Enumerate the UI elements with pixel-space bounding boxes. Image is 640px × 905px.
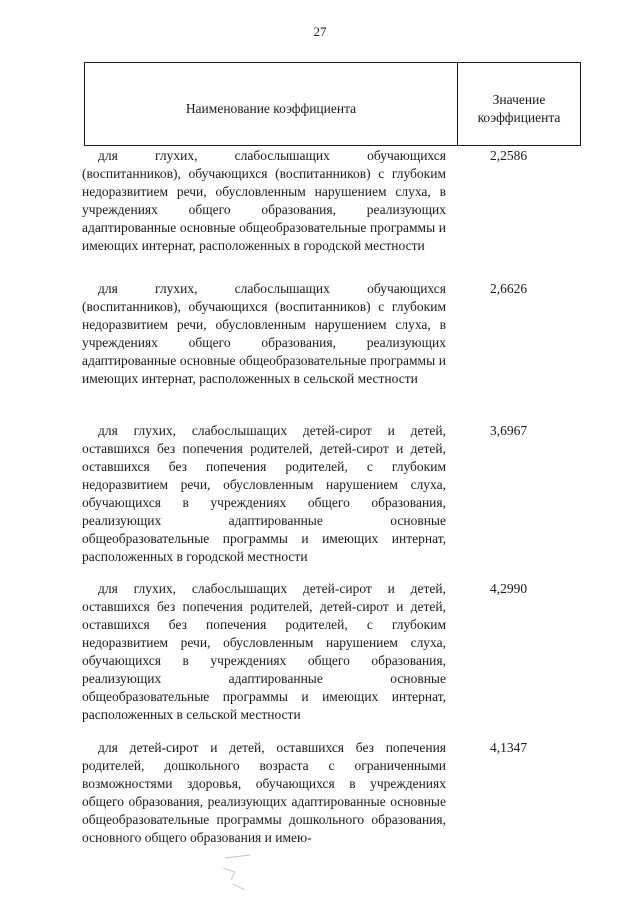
table-row (82, 147, 592, 255)
row-description: для детей-сирот и детей, оставшихся без попечения родителей, дошкольного возраста с ограниченными возможностями здоровья, обучающихся в учреждениях общего образования, реализующих адаптированные основные общеобразовательные программы дошкольного образования, основного общего образования и имею- (82, 740, 446, 845)
header-coefficient-value (458, 63, 580, 145)
row-value: 4,2990 (490, 581, 528, 596)
page-number: 27 (313, 24, 327, 39)
row-value: 2,6626 (490, 281, 528, 296)
table-row (82, 422, 592, 566)
header-coefficient-name: Наименование коэффициента (85, 63, 458, 145)
row-description: для глухих, слабослышащих обучающихся (воспитанников), обучающихся (воспитанников) с глубоким недоразвитием речи, обусловленным нарушением слуха, в учреждениях общего образования, реализующих адаптированные основные общеобразовательные программы и имеющих интернат, расположенных в городской местности (82, 148, 446, 253)
scan-artifact (205, 850, 265, 900)
table-row (82, 739, 592, 847)
table-header (84, 62, 581, 146)
row-description: для глухих, слабослышащих детей-сирот и детей, оставшихся без попечения родителей, детей-сирот и детей, оставшихся без попечения родителей, с глубоким недоразвитием речи, обусловленным нарушением слуха, обучающихся в учреждениях общего образования, реализующих адаптированные основные общеобразовательные программы и имеющих интернат, расположенных в городской местности (82, 423, 446, 564)
row-value: 4,1347 (490, 740, 528, 755)
row-description: для глухих, слабослышащих обучающихся (воспитанников), обучающихся (воспитанников) с глубоким недоразвитием речи, обусловленным нарушением слуха, в учреждениях общего образования, реализующих адаптированные основные общеобразовательные программы и имеющих интернат, расположенных в сельской местности (82, 281, 446, 386)
row-value: 2,2586 (490, 148, 528, 163)
row-value: 3,6967 (490, 423, 528, 438)
row-description: для глухих, слабослышащих детей-сирот и детей, оставшихся без попечения родителей, детей-сирот и детей, оставшихся без попечения родителей, с глубоким недоразвитием речи, обусловленным нарушением слуха, обучающихся в учреждениях общего образования, реализующих адаптированные основные общеобразовательные программы и имеющих интернат, расположенных в сельской местности (82, 581, 446, 722)
header-value-line2: коэффициента (477, 110, 561, 125)
table-row (82, 280, 592, 388)
header-value-line1: Значение (492, 92, 546, 107)
table-row (82, 580, 592, 724)
